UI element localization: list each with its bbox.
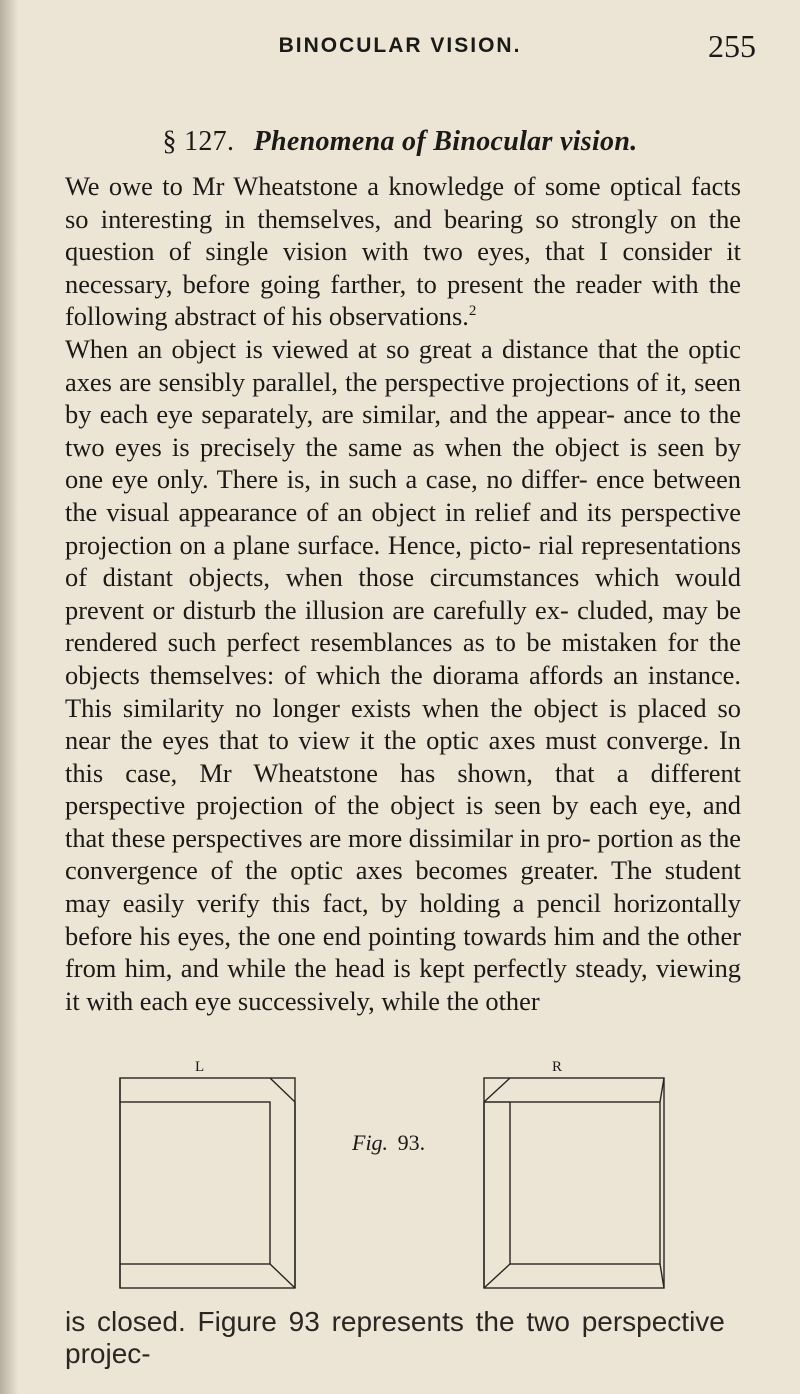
continuation-line: is closed. Figure 93 represents the two perspective projec- [65,1306,725,1369]
section-title: Phenomena of Binocular vision. [253,126,638,157]
page-number: 255 [708,28,756,64]
right-outer-box [484,1078,664,1288]
page-gutter-shadow [0,0,18,1394]
left-inner-box [120,1102,270,1264]
figure-left-projection [100,1060,305,1298]
body-text [65,170,741,1017]
figure-label-left: L [195,1059,205,1075]
right-inner-box [510,1102,660,1264]
footnote-marker: 2 [468,303,477,320]
left-outer-box [120,1078,295,1288]
left-top-diagonal [270,1078,295,1102]
figure-right-projection [480,1060,680,1298]
paragraph-2: When an object is viewed at so great a distance that the optic axes are sensibly parallel, the perspective projections of it, seen by each eye separately, are similar, and the appear- ance to the two eyes is precisely the same as when the object is seen by one eye only. There is, in such a case, no differ- ence between the visual appearance of an object in relief and its perspective projection on a plane surface. Hence, picto- rial representations of distant objects, when those circumstances which would prevent or disturb the illusion are carefully ex- cluded, may be rendered such perfect resemblances as to be mistaken for the objects themselves: of which the diorama affords an instance. This similarity no longer exists when the object is placed so near the eyes that to view it the optic axes must converge. In this case, Mr Wheatstone has shown, that a different perspective projection of the object is seen by each eye, and that these perspectives are more dissimilar in pro- portion as the convergence of the optic axes becomes greater. The student may easily verify this fact, by holding a pencil horizontally before his eyes, the one end pointing towards him and the other from him, and while the head is kept perfectly steady, viewing it with each eye successively, while the other [65,333,741,1016]
figure-caption [352,1130,425,1156]
paragraph-1-text: We owe to Mr Wheatstone a knowledge of some optical facts so interesting in themselves, and bearing so strongly on the question of single vision with two eyes, that I consider it necessary, before going farther, to present the reader with the following abstract of his observations. [65,171,741,332]
running-title: BINOCULAR VISION. [278,34,522,57]
section-heading [0,126,800,158]
figure-caption-label: Fig. [352,1130,389,1155]
figure-caption-number: 93. [397,1130,426,1155]
figure-93 [100,1060,720,1298]
running-head [0,28,800,64]
paragraph-1 [65,170,741,333]
figure-label-right: R [552,1059,563,1075]
section-number: § 127. [162,126,235,157]
left-bottom-diagonal [270,1264,295,1288]
